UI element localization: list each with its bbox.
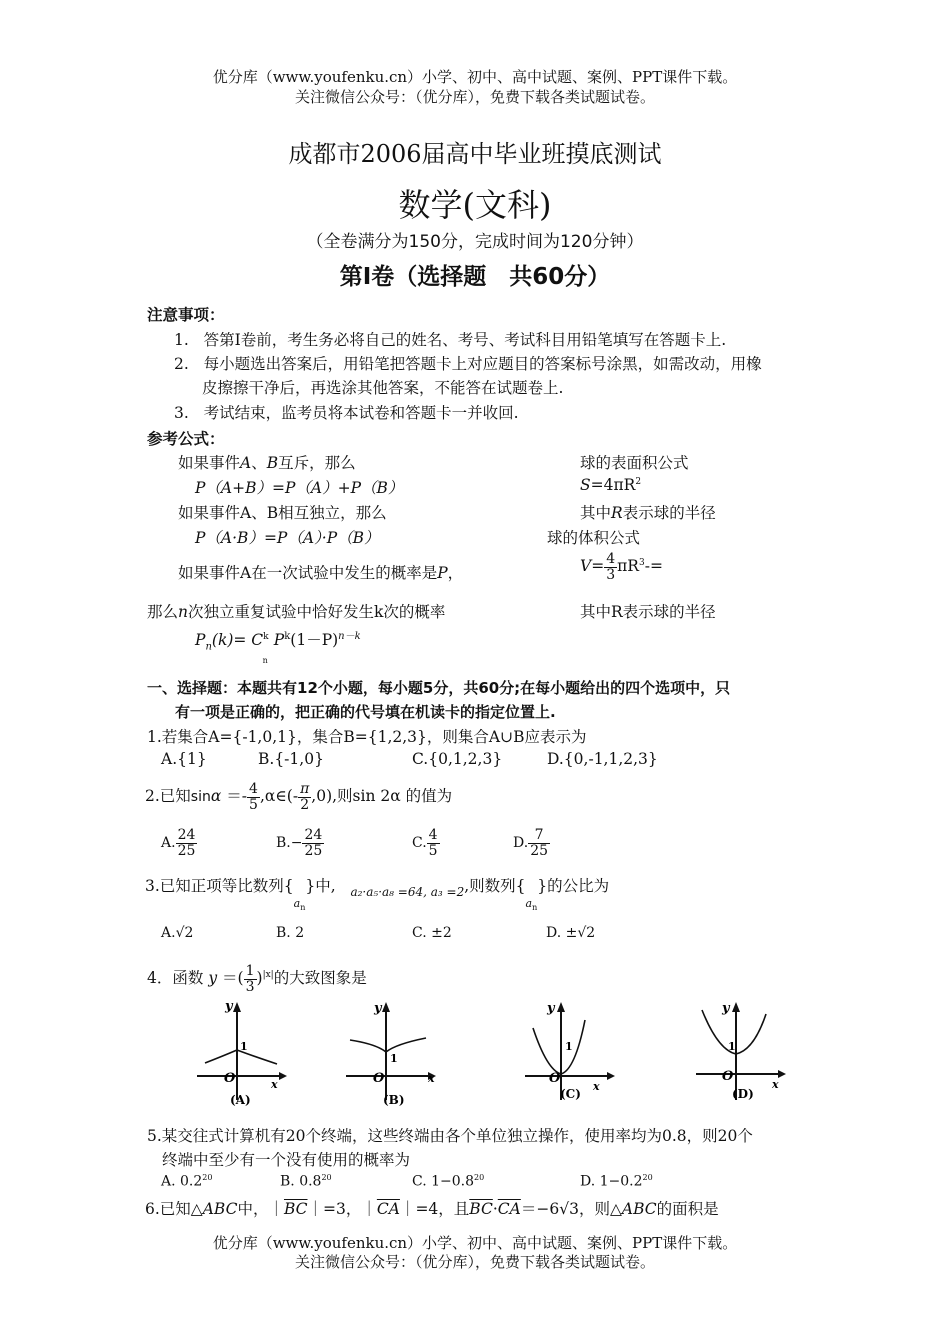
q3-option-c: C. ±2 bbox=[412, 925, 452, 941]
q1-option-a: A.{1} bbox=[161, 750, 207, 768]
formula-heading: 参考公式： bbox=[147, 430, 225, 448]
graph-d-svg bbox=[696, 1000, 796, 1110]
graph-a-one-label: 1 bbox=[240, 1040, 248, 1053]
q5-option-c: C. $1-0.8^{20}$ bbox=[412, 1173, 485, 1190]
formula-left-1: 如果事件A、B互斥，那么 bbox=[178, 454, 356, 472]
section1-line1: 一、选择题：本题共有12个小题，每小题5分，共60分;在每小题给出的四个选项中，只 bbox=[147, 679, 731, 697]
notice-item-2-cont: 皮擦擦干净后，再选涂其他答案，不能答在试题卷上. bbox=[202, 379, 564, 397]
q1-stem: 1.若集合A={-1,0,1}，集合B={1,2,3}，则集合A∪B应表示为 bbox=[147, 728, 587, 746]
header-line-2: 关注微信公众号：（优分库），免费下载各类试题试卷。 bbox=[294, 88, 655, 106]
formula-binomial: $P_n(k)= C^k_nP^k(1-P)^{n-k}$ bbox=[195, 631, 361, 666]
exam-note: （全卷满分为150分，完成时间为120分钟） bbox=[306, 232, 644, 252]
q4-graph-a[interactable] bbox=[197, 1000, 297, 1110]
graph-a-svg bbox=[197, 1000, 297, 1110]
q3-option-a: A.√2 bbox=[161, 925, 194, 941]
graph-b-one-label: 1 bbox=[390, 1052, 398, 1065]
q2-option-a: A. $\frac{24}{25}$ bbox=[161, 827, 196, 859]
formula-left-2: P（A+B）=P（A）+P（B） bbox=[195, 479, 404, 497]
graph-c-origin-label: O bbox=[549, 1071, 561, 1086]
q2-stem: 2.已知sinα ＝- $\frac{4}{5}$ ,α∈(- $\frac{\pi}{2}$ ,0),则sin 2α 的值为 bbox=[145, 780, 453, 813]
graph-c-caption: (C) bbox=[560, 1087, 581, 1101]
graph-d-one-label: 1 bbox=[728, 1040, 736, 1053]
notice-item-2: 2. 每小题选出答案后，用铅笔把答题卡上对应题目的答案标号涂黑，如需改动，用橡 bbox=[174, 355, 762, 373]
q2-option-d: D. $\frac{7}{25}$ bbox=[513, 827, 549, 859]
graph-d-y-label: y bbox=[722, 1001, 730, 1016]
q5-line2: 终端中至少有一个没有使用的概率为 bbox=[162, 1151, 411, 1169]
q2-option-c: C. $\frac{4}{5}$ bbox=[412, 827, 438, 859]
graph-b-x-label: x bbox=[428, 1072, 435, 1085]
graph-b-y-label: y bbox=[374, 1001, 382, 1016]
q1-option-b: B.{-1,0} bbox=[258, 750, 324, 768]
notice-item-1: 1. 答第Ⅰ卷前，考生务必将自己的姓名、考号、考试科目用铅笔填写在答题卡上. bbox=[174, 331, 727, 349]
q5-line1: 5.某交往式计算机有20个终端，这些终端由各个单位独立操作，使用率均为0.8，则20个 bbox=[147, 1127, 753, 1145]
graph-c-one-label: 1 bbox=[565, 1040, 573, 1053]
formula-right-3: 其中R表示球的半径 bbox=[580, 504, 716, 522]
graph-d-x-label: x bbox=[772, 1078, 779, 1091]
footer-line-1: 优分库（www.youfenku.cn）小学、初中、高中试题、案例、PPT课件下载。 bbox=[212, 1234, 738, 1252]
q4-graph-c[interactable] bbox=[525, 1000, 625, 1110]
q4-stem: 4．函数 y ＝( $\frac{1}{3}$ )$^{|x|}$的大致图象是 bbox=[147, 962, 367, 995]
subject-title: 数学(文科) bbox=[398, 186, 552, 224]
formula-left-5: 如果事件A在一次试验中发生的概率是P， bbox=[178, 564, 464, 582]
graph-a-origin-label: O bbox=[224, 1071, 236, 1086]
formula-right-2: $S=4\pi R^2$ bbox=[580, 476, 642, 494]
notice-item-3: 3. 考试结束，监考员将本试卷和答题卡一并收回. bbox=[174, 404, 519, 422]
q3-option-d: D. ±√2 bbox=[546, 925, 596, 941]
exam-title: 成都市2006届高中毕业班摸底测试 bbox=[288, 140, 662, 168]
graph-a-x-label: x bbox=[271, 1078, 278, 1091]
graph-b-svg bbox=[346, 1000, 446, 1110]
formula-right-1: 球的表面积公式 bbox=[580, 454, 689, 472]
q3-option-b: B. 2 bbox=[276, 925, 305, 941]
graph-d-caption: (D) bbox=[732, 1087, 754, 1101]
q2-option-b: B.− $\frac{24}{25}$ bbox=[276, 827, 323, 859]
q1-option-d: D.{0,-1,1,2,3} bbox=[547, 750, 658, 768]
graph-a-y-label: y bbox=[225, 999, 233, 1014]
footer-line-2: 关注微信公众号：（优分库），免费下载各类试题试卷。 bbox=[294, 1253, 655, 1271]
formula-right-4: 球的体积公式 bbox=[547, 529, 641, 547]
q4-graph-d[interactable] bbox=[696, 1000, 796, 1110]
q5-option-a: A. $0.2^{20}$ bbox=[161, 1173, 213, 1190]
q5-option-b: B. $0.8^{20}$ bbox=[280, 1173, 332, 1190]
graph-c-svg bbox=[525, 1000, 625, 1110]
formula-left-6: 那么n次独立重复试验中恰好发生k次的概率 bbox=[147, 603, 446, 621]
formula-right-6: 其中R表示球的半径 bbox=[580, 603, 716, 621]
graph-b-caption: (B) bbox=[383, 1093, 405, 1107]
q4-graph-b[interactable] bbox=[346, 1000, 446, 1110]
section1-line2: 有一项是正确的，把正确的代号填在机读卡的指定位置上. bbox=[175, 703, 556, 721]
part-title: 第Ⅰ卷（选择题 共60分） bbox=[339, 264, 611, 290]
graph-d-origin-label: O bbox=[722, 1069, 734, 1084]
formula-left-4: P（A·B）=P（A）·P（B） bbox=[195, 529, 380, 547]
q1-option-c: C.{0,1,2,3} bbox=[412, 750, 503, 768]
graph-c-y-label: y bbox=[547, 1001, 555, 1016]
q5-option-d: D. $1-0.2^{20}$ bbox=[580, 1173, 653, 1190]
formula-left-3: 如果事件A、B相互独立，那么 bbox=[178, 504, 387, 522]
graph-c-x-label: x bbox=[593, 1080, 600, 1093]
header-line-1: 优分库（www.youfenku.cn）小学、初中、高中试题、案例、PPT课件下载。 bbox=[212, 68, 738, 86]
notice-heading: 注意事项： bbox=[147, 306, 225, 324]
q6-stem: 6.已知△ABC中，$|\overline{BC}|=3$，$|\overline{CA}|=4$，且$\overline{BC}\cdot\overline{CA}=-6√3$，则△ABC的面积是 bbox=[145, 1200, 719, 1218]
graph-b-origin-label: O bbox=[373, 1071, 385, 1086]
formula-right-5: V= $\frac{4}{3}$ $\pi R^3-=$ bbox=[580, 551, 663, 583]
graph-a-caption: (A) bbox=[230, 1093, 251, 1107]
q3-stem: 3.已知正项等比数列$\{_{a_n}\}$中, $_{a_2\cdot a_5\cdot a_8 =64, a_3 =2}$,则数列$\{_{a_n}\}$的公比为 bbox=[145, 877, 610, 913]
